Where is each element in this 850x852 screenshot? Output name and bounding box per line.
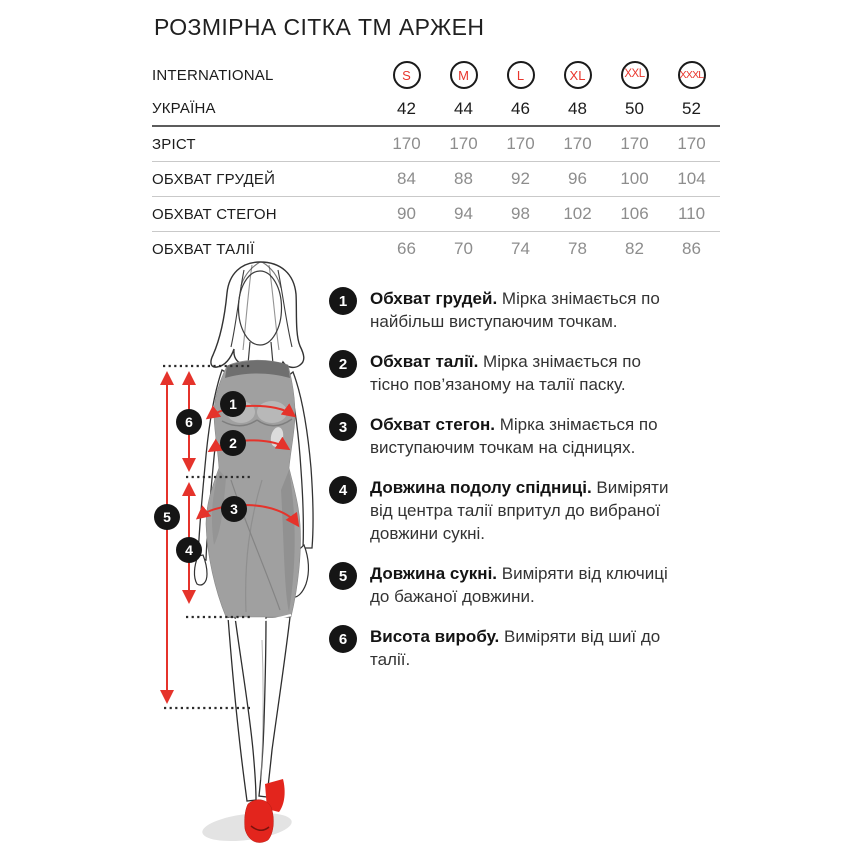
item-title: Обхват талії. [370, 352, 479, 371]
front-shoe [245, 800, 274, 843]
figure-badge-6 [176, 409, 202, 435]
item-title: Обхват грудей. [370, 289, 498, 308]
table-cell: 106 [620, 204, 649, 223]
table-cell: 98 [511, 204, 530, 223]
page-title: РОЗМІРНА СІТКА ТМ АРЖЕН [154, 14, 485, 40]
table-row-hips [152, 196, 720, 231]
row-label-ukraine: УКРАЇНА [152, 100, 216, 117]
figure-badge-1 [220, 391, 246, 417]
size-label: L [516, 67, 525, 83]
table-cell: 46 [511, 98, 530, 118]
table-cell: 66 [397, 239, 416, 258]
right-leg [259, 617, 290, 797]
svg-text:6: 6 [185, 414, 193, 430]
item-badge: 4 [329, 476, 357, 504]
table-cell: 82 [625, 239, 644, 258]
item-description: Мірка знімається по найбільш виступаючим точкам. [370, 289, 660, 331]
item-badge: 1 [329, 287, 357, 315]
size-circle [393, 61, 421, 89]
item-text [370, 350, 681, 396]
table-cell: 86 [682, 239, 701, 258]
instruction-item-5 [329, 562, 681, 608]
item-badge: 2 [329, 350, 357, 378]
instruction-item-4 [329, 476, 681, 545]
svg-text:1: 1 [229, 396, 237, 412]
figure-badge-5 [154, 504, 180, 530]
size-circle [507, 61, 535, 89]
table-cell: 170 [620, 134, 649, 153]
item-description: Виміряти від центра талії впритул до вибраної довжини сукні. [370, 478, 669, 543]
item-title: Довжина сукні. [370, 564, 498, 583]
size-circle [621, 61, 649, 89]
table-cell: 84 [397, 169, 416, 188]
figure-badge-3 [221, 496, 247, 522]
svg-text:2: 2 [229, 435, 237, 451]
instruction-item-1 [329, 287, 681, 333]
figure-badge-4 [176, 537, 202, 563]
svg-text:3: 3 [230, 501, 238, 517]
table-cell: 52 [682, 98, 701, 118]
table-cell: 94 [454, 204, 473, 223]
item-badge: 6 [329, 625, 357, 653]
instruction-item-3 [329, 413, 681, 459]
item-description: Виміряти від шиї до талії. [370, 627, 661, 669]
item-badge: 5 [329, 562, 357, 590]
row-label: ОБХВАТ ТАЛІЇ [152, 240, 255, 258]
item-description: Мірка знімається по виступаючим точкам на сідницях. [370, 415, 658, 457]
item-description: Виміряти від ключиці до бажаної довжини. [370, 564, 668, 606]
svg-text:4: 4 [185, 542, 193, 558]
item-badge: 3 [329, 413, 357, 441]
item-text [370, 287, 681, 333]
table-cell: 74 [511, 239, 530, 258]
item-text [370, 476, 681, 545]
row-label: ОБХВАТ СТЕГОН [152, 205, 277, 223]
table-cell: 96 [568, 169, 587, 188]
table-cell: 42 [397, 98, 416, 118]
table-row-international [152, 58, 720, 92]
measurement-instructions [329, 287, 681, 671]
table-cell: 100 [620, 169, 649, 188]
item-title: Обхват стегон. [370, 415, 495, 434]
size-label: XXXL [679, 68, 704, 81]
measurement-figure-illustration [140, 258, 340, 852]
size-label: XL [569, 67, 586, 83]
table-cell: 50 [625, 98, 644, 118]
svg-text:5: 5 [163, 509, 171, 525]
size-circle [564, 61, 592, 89]
table-cell: 92 [511, 169, 530, 188]
table-cell: 104 [677, 169, 706, 188]
instruction-item-6 [329, 625, 681, 671]
table-row-ukraine [152, 92, 720, 127]
item-text [370, 413, 681, 459]
row-label: ЗРІСТ [152, 135, 196, 153]
size-label: XXL [624, 68, 645, 81]
item-text [370, 625, 681, 671]
table-cell: 90 [397, 204, 416, 223]
size-label: M [458, 67, 469, 83]
instruction-item-2 [329, 350, 681, 396]
table-cell: 102 [563, 204, 592, 223]
size-label: S [402, 67, 411, 83]
table-row-chest [152, 161, 720, 196]
item-description: Мірка знімається по тісно пов’язаному на талії паску. [370, 352, 641, 394]
item-title: Довжина подолу спідниці. [370, 478, 592, 497]
table-row-height [152, 127, 720, 161]
table-cell: 170 [392, 134, 421, 153]
table-cell: 170 [449, 134, 478, 153]
table-cell: 78 [568, 239, 587, 258]
table-cell: 170 [563, 134, 592, 153]
table-cell: 44 [454, 98, 473, 118]
size-table [152, 58, 720, 266]
size-circle [450, 61, 478, 89]
table-cell: 170 [506, 134, 535, 153]
size-circle [678, 61, 706, 89]
row-label: ОБХВАТ ГРУДЕЙ [152, 170, 276, 188]
row-label-international: INTERNATIONAL [152, 66, 274, 84]
figure-badge-2 [220, 430, 246, 456]
item-text [370, 562, 681, 608]
table-cell: 70 [454, 239, 473, 258]
table-cell: 88 [454, 169, 473, 188]
item-title: Висота виробу. [370, 627, 500, 646]
table-cell: 170 [677, 134, 706, 153]
table-cell: 48 [568, 98, 587, 118]
table-cell: 110 [677, 204, 706, 223]
